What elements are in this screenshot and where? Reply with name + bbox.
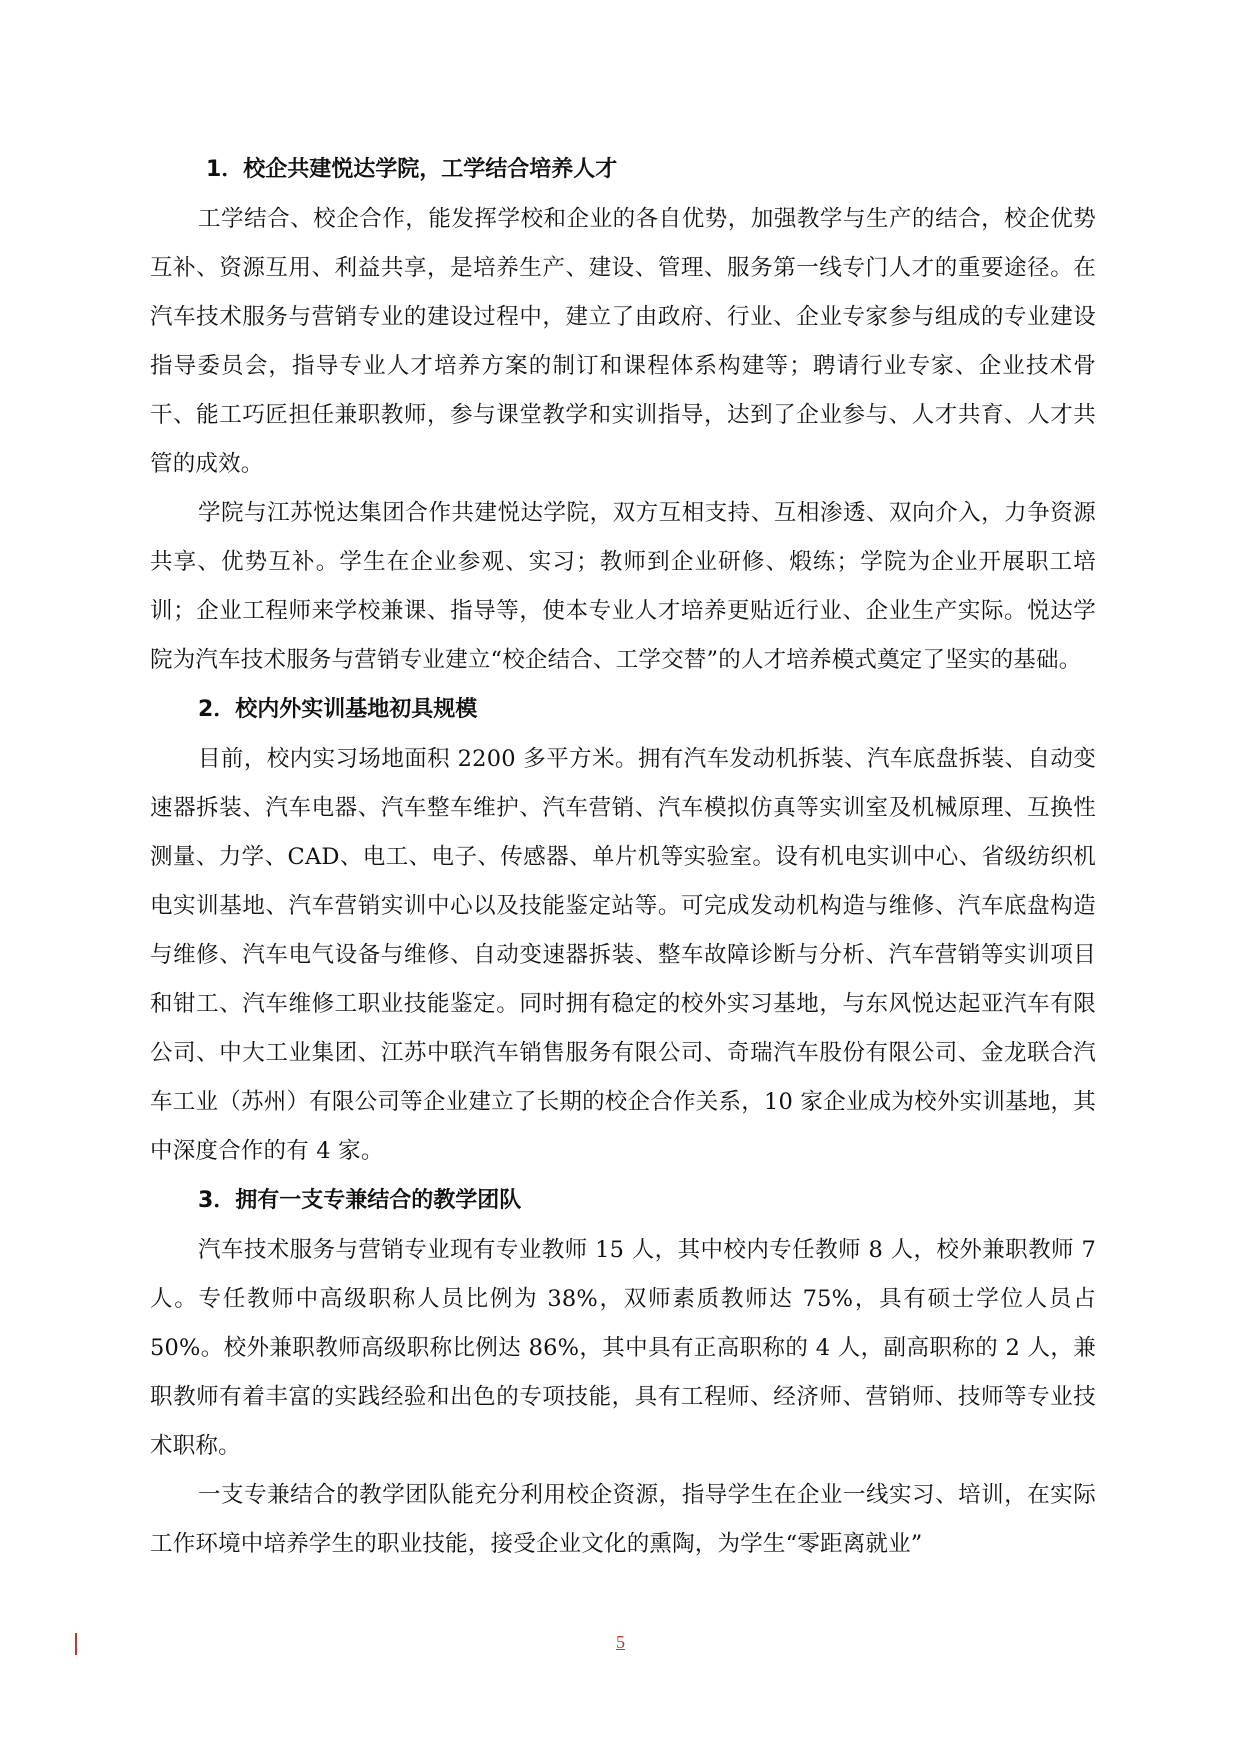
section-3-paragraph-2: 一支专兼结合的教学团队能充分利用校企资源，指导学生在企业一线实习、培训，在实际工作环境中培养学生的职业技能，接受企业文化的熏陶，为学生“零距离就业” xyxy=(150,1482,1096,1557)
section-3-paragraph-1: 汽车技术服务与营销专业现有专业教师 15 人，其中校内专任教师 8 人，校外兼职教师 7 人。专任教师中高级职称人员比例为 38%，双师素质教师达 75%，具有硕士学位人员占 50%。校外兼职教师高级职称比例达 86%，其中具有正高职称的 4 人，副高职称的 2 人，兼职教师有着丰富的实践经验和出色的专项技能，具有工程师、经济师、营销师、技师等专业技术职称。 xyxy=(150,1237,1096,1459)
document-page xyxy=(150,145,1096,1569)
section-heading-2: 2．校内外实训基地初具规模 xyxy=(198,697,478,722)
section-1-paragraph-1: 工学结合、校企合作，能发挥学校和企业的各自优势，加强教学与生产的结合，校企优势互补、资源互用、利益共享，是培养生产、建设、管理、服务第一线专门人才的重要途径。在汽车技术服务与营销专业的建设过程中，建立了由政府、行业、企业专家参与组成的专业建设指导委员会，指导专业人才培养方案的制订和课程体系构建等；聘请行业专家、企业技术骨干、能工巧匠担任兼职教师，参与课堂教学和实训指导，达到了企业参与、人才共育、人才共管的成效。 xyxy=(150,206,1096,477)
section-heading-3: 3．拥有一支专兼结合的教学团队 xyxy=(198,1188,522,1213)
page-number: 5 xyxy=(616,1632,625,1652)
section-heading-1: 1．校企共建悦达学院，工学结合培养人才 xyxy=(206,157,618,182)
section-2-paragraph-1: 目前，校内实习场地面积 2200 多平方米。拥有汽车发动机拆装、汽车底盘拆装、自动变速器拆装、汽车电器、汽车整车维护、汽车营销、汽车模拟仿真等实训室及机械原理、互换性测量、力学、CAD、电工、电子、传感器、单片机等实验室。设有机电实训中心、省级纺织机电实训基地、汽车营销实训中心以及技能鉴定站等。可完成发动机构造与维修、汽车底盘构造与维修、汽车电气设备与维修、自动变速器拆装、整车故障诊断与分析、汽车营销等实训项目和钳工、汽车维修工职业技能鉴定。同时拥有稳定的校外实习基地，与东风悦达起亚汽车有限公司、中大工业集团、江苏中联汽车销售服务有限公司、奇瑞汽车股份有限公司、金龙联合汽车工业（苏州）有限公司等企业建立了长期的校企合作关系，10 家企业成为校外实训基地，其中深度合作的有 4 家。 xyxy=(150,746,1096,1164)
section-1-paragraph-2: 学院与江苏悦达集团合作共建悦达学院，双方互相支持、互相渗透、双向介入，力争资源共享、优势互补。学生在企业参观、实习；教师到企业研修、煅练；学院为企业开展职工培训；企业工程师来学校兼课、指导等，使本专业人才培养更贴近行业、企业生产实际。悦达学院为汽车技术服务与营销专业建立“校企结合、工学交替”的人才培养模式奠定了坚实的基础。 xyxy=(150,500,1096,673)
